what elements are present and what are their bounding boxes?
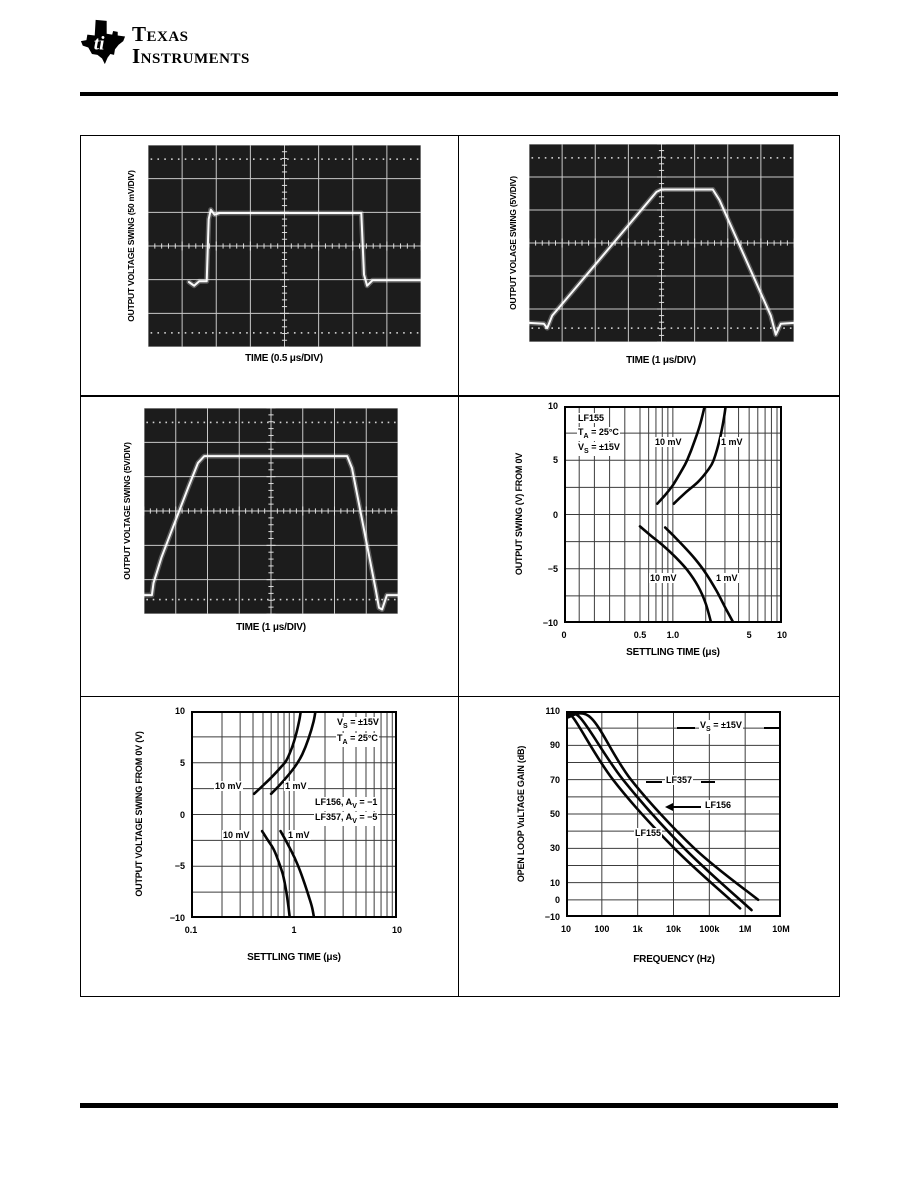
y-tick-label: −10 (544, 912, 560, 922)
y-tick-label: 5 (552, 455, 558, 466)
x-tick-label: 10 (560, 924, 572, 934)
y-tick-label: −5 (547, 563, 558, 574)
header-rule (80, 92, 838, 96)
y-tick-label: 0 (552, 509, 558, 520)
scope1-screen (148, 145, 421, 347)
annotation-supply: $V_S = \pm 15V$ (700, 720, 742, 733)
figure-grid (80, 135, 840, 997)
panel-lf156-lf357-settling (81, 697, 458, 994)
annotation-dash (646, 781, 662, 783)
brand-instruments: Instruments (132, 44, 250, 68)
annotation-supply: $V_S = \pm 15V$ (337, 717, 379, 730)
series-lf155 (566, 713, 740, 908)
x-tick-label: 1 (291, 925, 297, 935)
x-tick-label: 5 (746, 630, 752, 640)
annotation-10mv-upper: 10 mV (215, 781, 242, 791)
y-tick-label: −10 (542, 618, 558, 628)
gain-xlabel: FREQUENCY (Hz) (633, 954, 715, 965)
annotation-10mv-lower: 10 mV (650, 573, 677, 583)
annotation-lf156: LF156 (705, 800, 732, 810)
x-tick-label: 1M (738, 924, 752, 934)
x-tick-label: 100 (594, 924, 610, 934)
annotation-1mv-lower: 1 mV (288, 830, 310, 840)
oscilloscope-graticule (144, 408, 398, 614)
x-tick-label: 10 (776, 630, 788, 640)
lf155-chart-xlabel: SETTLING TIME (μs) (626, 647, 720, 658)
y-tick-label: −10 (169, 913, 185, 923)
y-tick-label: 70 (549, 774, 560, 785)
annotation-device: LF155 (578, 413, 605, 423)
x-tick-label: 0.5 (633, 630, 647, 640)
settling2-ylabel: OUTPUT VOLTAGE SWING FROM 0V (V) (134, 731, 144, 897)
panel-scope-small-signal (81, 136, 458, 395)
annotation-dash (701, 781, 715, 783)
panel-scope-large-signal-b (81, 397, 458, 695)
annotation-lf155: LF155 (635, 828, 662, 838)
x-tick-label: 0.1 (184, 925, 198, 935)
y-tick-label: 0 (554, 894, 560, 905)
annotation-temperature: $T_A = 25^\circ C$ (578, 427, 619, 440)
scope2-xlabel: TIME (1 μs/DIV) (626, 355, 696, 366)
annotation-lf156-gain: LF156, $A_V = -1$ (315, 797, 378, 810)
svg-text:ti: ti (93, 33, 105, 55)
y-tick-label: −5 (174, 861, 185, 872)
annotation-arrow-line (672, 806, 701, 808)
scope1-xlabel: TIME (0.5 μs/DIV) (245, 353, 323, 364)
annotation-1mv-lower: 1 mV (716, 573, 738, 583)
scope3-xlabel: TIME (1 μs/DIV) (236, 622, 306, 633)
series-negative-swing-settle-to-1-mv (281, 831, 315, 918)
x-tick-label: 1.0 (666, 630, 680, 640)
x-tick-label: 10M (772, 924, 790, 934)
series-positive-swing-settle-to-10-mv (657, 406, 705, 504)
footer-rule (80, 1103, 838, 1108)
annotation-10mv-lower: 10 mV (223, 830, 250, 840)
y-tick-label: 10 (547, 401, 558, 411)
panel-scope-large-signal-a (459, 136, 837, 395)
oscilloscope-graticule (148, 145, 421, 347)
x-tick-label: 10 (391, 925, 403, 935)
annotation-lf357: LF357 (666, 775, 693, 785)
y-tick-label: 5 (179, 757, 185, 768)
annotation-temperature: $T_A = 25^\circ C$ (337, 733, 378, 746)
scope2-ylabel: OUTPUT VOLAGE SWING (5V/DIV) (508, 176, 518, 310)
settling2-xlabel: SETTLING TIME (μs) (247, 952, 341, 963)
annotation-dash (764, 727, 779, 729)
scope3-ylabel: OUTPUT VOLTAGE SWING (5V/DIV) (122, 442, 132, 580)
brand-texas: Texas (132, 22, 189, 46)
gain-ylabel: OPEN LOOP VuLTAGE GAIN (dB) (516, 745, 526, 883)
scope3-screen (144, 408, 398, 614)
x-tick-label: 1k (632, 924, 643, 934)
oscilloscope-graticule (529, 144, 794, 342)
annotation-lf357-gain: LF357, $A_V = -5$ (315, 812, 378, 825)
annotation-dash (677, 727, 695, 729)
annotation-1mv-upper: 1 mV (721, 437, 743, 447)
y-tick-label: 10 (549, 877, 560, 888)
panel-open-loop-gain (459, 697, 837, 994)
lf155-chart-ylabel: OUTPUT SWING (V) FROM 0V (514, 452, 524, 576)
annotation-supply: $V_S = \pm 15V$ (578, 442, 620, 455)
scope1-ylabel: OUTPUT VOLTAGE SWING (50 mV/DIV) (126, 170, 136, 322)
x-tick-label: 100k (699, 924, 720, 934)
y-tick-label: 30 (549, 843, 560, 854)
open-loop-frequency-response-svg (566, 711, 781, 917)
panel-lf155-settling (459, 397, 837, 695)
x-tick-label: 0 (561, 630, 567, 640)
annotation-10mv-upper: 10 mV (655, 437, 682, 447)
y-tick-label: 10 (174, 706, 185, 716)
ti-logo-icon (80, 18, 126, 66)
brand-wordmark (132, 24, 250, 67)
y-tick-label: 110 (545, 706, 560, 716)
y-tick-label: 90 (549, 740, 560, 751)
annotation-1mv-upper: 1 mV (285, 781, 307, 791)
series-negative-swing-settle-to-10-mv (262, 831, 290, 918)
gain-plot (566, 711, 781, 917)
y-tick-label: 0 (179, 809, 185, 820)
scope2-screen (529, 144, 794, 342)
y-tick-label: 50 (549, 809, 560, 819)
x-tick-label: 10k (665, 924, 682, 934)
